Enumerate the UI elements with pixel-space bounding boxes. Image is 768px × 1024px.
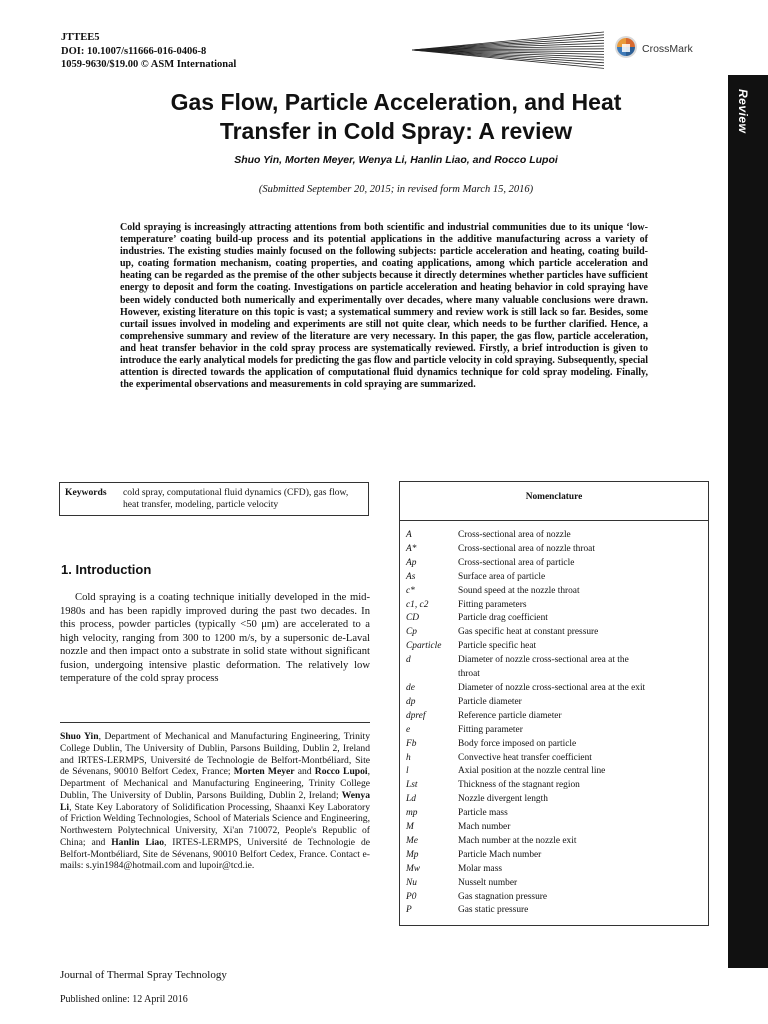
- nomenclature-row: [406, 724, 706, 738]
- nomenclature-symbol: A: [406, 530, 412, 540]
- nomenclature-definition: Cross-sectional area of particle: [458, 557, 575, 568]
- affiliation-text: and: [294, 766, 315, 778]
- nomenclature-definition: Gas specific heat at constant pressure: [458, 627, 599, 638]
- nomenclature-row: [406, 654, 706, 668]
- nomenclature-symbol: As: [406, 571, 416, 582]
- abstract: Cold spraying is increasingly attracting attentions from both scientific and industrial communities due to its unique ‘low-temperature’ coating build-up process and its potential applications in the additive manufacturing across a variety of industries. The existing studies mainly focused on the following subjects: particle acceleration and heating, coating build-up, coating formation mechanism, coating properties, and coating applications, among which particle acceleration and heating can be regarded as the premise of the other subjects because it directly determines whether particles have sufficient energy to deposit and form the coating. Investigations on particle acceleration and heating behavior in cold spraying have been widely conducted both numerically and experimentally over decades, where many valuable conclusions were drawn. However, existing literature on this topic is vast; a systematical summery and review work is still lack so far. Besides, some curtail issues involved in modeling and experiments are still not quite clear, which needs to be further clarified. Hence, a comprehensive summary and review of the literature are very necessary. In this paper, the gas flow, particle acceleration, and heat transfer behavior in the cold spray process are systematically reviewed. Firstly, a brief introduction is given to introduce the early analytical models for predicting the gas flow and particle velocity in cold spraying. Subsequently, special attention is directed towards the application of computational fluid dynamics technique for cold spray modeling. Finally, the experimental observations and measurements in cold spraying are summarized.: [120, 222, 648, 391]
- nomenclature-definition: Reference particle diameter: [458, 710, 562, 721]
- nomenclature-definition: Surface area of particle: [458, 571, 546, 582]
- nomenclature-definition: Gas static pressure: [458, 905, 529, 916]
- keywords-box: [59, 482, 369, 516]
- nomenclature-symbol: Mw: [406, 863, 421, 874]
- doi[interactable]: DOI: 10.1007/s11666-016-0406-8: [61, 45, 207, 57]
- nomenclature-definition: Diameter of nozzle cross-sectional area at the exit: [458, 682, 646, 693]
- nomenclature-symbol: Ld: [406, 794, 416, 805]
- nomenclature-symbol: h: [406, 752, 411, 763]
- nomenclature-symbol: mp: [406, 808, 418, 819]
- nomenclature-definition: Fitting parameters: [458, 599, 527, 610]
- nomenclature-symbol: Lst: [406, 780, 418, 791]
- nomenclature-symbol: l: [406, 766, 409, 777]
- nomenclature-box: [399, 481, 709, 926]
- nomenclature-definition: Convective heat transfer coefficient: [458, 752, 592, 763]
- nomenclature-symbol: [406, 668, 458, 682]
- nomenclature-symbol: CD: [406, 613, 420, 624]
- nomenclature-definition: Cross-sectional area of nozzle: [458, 530, 571, 540]
- nomenclature-symbol: Mp: [406, 849, 419, 860]
- nomenclature-symbol: Ap: [406, 557, 417, 568]
- keywords-label: Keywords: [65, 487, 107, 498]
- author-name: Rocco Lupoi: [314, 766, 368, 778]
- nomenclature-row: [406, 765, 706, 779]
- nomenclature-row: [406, 543, 706, 557]
- journal-code: JTTEE5: [61, 32, 100, 43]
- author-name: Shuo Yin: [60, 731, 99, 742]
- nomenclature-row: [406, 585, 706, 599]
- nomenclature-row: [406, 612, 706, 626]
- nomenclature-definition: throat: [458, 669, 480, 680]
- nomenclature-symbol: Cparticle: [406, 641, 442, 652]
- submission-dates: (Submitted September 20, 2015; in revised form March 15, 2016): [258, 184, 534, 195]
- title-line-1: Gas Flow, Particle Acceleration, and Heat: [170, 89, 622, 115]
- issn-price: 1059-9630/$19.00 © ASM International: [61, 59, 237, 70]
- nomenclature-symbol: M: [406, 822, 414, 833]
- nomenclature-symbol: dpref: [406, 710, 426, 721]
- nomenclature-row: [406, 626, 706, 640]
- section-heading: 1. Introduction: [61, 562, 152, 577]
- nomenclature-row: [406, 696, 706, 710]
- section-label: Review: [736, 89, 750, 134]
- crossmark-icon: [614, 35, 638, 63]
- nomenclature-definition: Body force imposed on particle: [458, 738, 577, 749]
- keywords-text: cold spray, computational fluid dynamics (CFD), gas flow, heat transfer, modeling, particle velocity: [123, 487, 349, 510]
- nomenclature-symbol: c1, c2: [406, 599, 429, 610]
- introduction-body: [60, 591, 370, 686]
- author-name: Wenya Li: [60, 789, 370, 813]
- nomenclature-definition: Fitting parameter: [458, 724, 523, 735]
- title-line-2: Transfer in Cold Spray: A review: [219, 118, 573, 144]
- nomenclature-row: [406, 738, 706, 752]
- nomenclature-row: [406, 863, 706, 877]
- nomenclature-title: Nomenclature: [400, 482, 708, 521]
- nomenclature-row: [406, 668, 706, 682]
- nomenclature-definition: Thickness of the stagnant region: [458, 780, 580, 791]
- nomenclature-definition: Particle diameter: [458, 696, 522, 707]
- author-name: Hanlin Liao: [111, 836, 165, 848]
- nomenclature-symbol: de: [406, 682, 415, 693]
- nomenclature-row: [406, 835, 706, 849]
- nomenclature-row: [406, 557, 706, 571]
- affiliation-text: , Department of Mechanical and Manufacturing Engineering, Trinity College Dublin, The University of Dublin, Parsons Building, Dublin 2, Ireland;: [60, 766, 370, 801]
- journal-fan-graphic: [412, 30, 604, 70]
- affiliation-text: , State Key Laboratory of Solidification Processing, Shaanxi Key Laboratory of Friction Welding Technologies, School of Materials Science and Engineering, Northwestern Polytechnical University, Xi'an 710072, People's Republic of China; and: [60, 801, 370, 848]
- nomenclature-symbol: P: [406, 905, 412, 916]
- nomenclature-row: [406, 877, 706, 891]
- nomenclature-definition: Particle mass: [458, 808, 508, 819]
- nomenclature-symbol: Nu: [406, 877, 417, 888]
- nomenclature-definition: Mach number: [458, 822, 511, 833]
- nomenclature-row: [406, 891, 706, 905]
- nomenclature-row: [406, 529, 706, 543]
- nomenclature-symbol: A*: [406, 543, 417, 554]
- nomenclature-definition: Particle Mach number: [458, 849, 542, 860]
- nomenclature-row: [406, 807, 706, 821]
- nomenclature-definition: Diameter of nozzle cross-sectional area at the: [458, 655, 629, 666]
- section-sidebar: [728, 75, 768, 968]
- nomenclature-definition: Particle specific heat: [458, 641, 537, 652]
- footnote-divider: [60, 722, 370, 723]
- nomenclature-row: [406, 599, 706, 613]
- nomenclature-list: [406, 529, 706, 918]
- intro-paragraph: Cold spraying is a coating technique initially developed in the mid-1980s and has been rapidly improved during the past two decades. In this process, powder particles (typically <50 μm) are accelerated to a high velocity, ranging from 300 to 1200 m/s, by a supersonic de-Laval nozzle and then impact onto a substrate in solid state without significant fusion, undergoing intensive plastic deformation. The relatively low temperature of the cold spray process: [60, 592, 370, 684]
- crossmark-label: CrossMark: [642, 43, 693, 55]
- article-title: [60, 88, 732, 146]
- nomenclature-row: [406, 710, 706, 724]
- crossmark-badge[interactable]: [614, 35, 693, 63]
- nomenclature-symbol: c*: [406, 585, 415, 596]
- authors: Shuo Yin, Morten Meyer, Wenya Li, Hanlin Liao, and Rocco Lupoi: [234, 154, 558, 166]
- nomenclature-symbol: Me: [406, 835, 418, 846]
- nomenclature-definition: Axial position at the nozzle central line: [458, 766, 606, 777]
- nomenclature-definition: Nozzle divergent length: [458, 794, 548, 805]
- author-affiliations: [60, 731, 370, 872]
- nomenclature-row: [406, 793, 706, 807]
- nomenclature-symbol: Cp: [406, 627, 417, 638]
- nomenclature-symbol: P0: [406, 891, 417, 902]
- nomenclature-row: [406, 779, 706, 793]
- nomenclature-definition: Sound speed at the nozzle throat: [458, 585, 580, 596]
- nomenclature-definition: Cross-sectional area of nozzle throat: [458, 543, 595, 554]
- journal-name: Journal of Thermal Spray Technology: [60, 969, 227, 981]
- nomenclature-row: [406, 682, 706, 696]
- nomenclature-symbol: e: [406, 724, 411, 735]
- published-date: Published online: 12 April 2016: [60, 994, 188, 1005]
- nomenclature-row: [406, 571, 706, 585]
- nomenclature-definition: Nusselt number: [458, 877, 518, 888]
- nomenclature-row: [406, 904, 706, 918]
- nomenclature-row: [406, 752, 706, 766]
- nomenclature-row: [406, 821, 706, 835]
- author-name: Morten Meyer: [233, 766, 295, 778]
- nomenclature-definition: Gas stagnation pressure: [458, 891, 548, 902]
- nomenclature-symbol: Fb: [406, 738, 417, 749]
- affiliation-text: , IRTES-LERMPS, Université de Technologie de Belfort-Montbéliard, Site de Sévenans, 90010 Belfort Cedex, France. Contact e-mails: s.yin1984@hotmail.com and lupoir@tcd.ie.: [60, 836, 370, 872]
- nomenclature-definition: Mach number at the nozzle exit: [458, 835, 577, 846]
- article-metadata: [61, 31, 236, 72]
- nomenclature-row: [406, 849, 706, 863]
- nomenclature-definition: Molar mass: [458, 863, 503, 874]
- nomenclature-row: [406, 640, 706, 654]
- nomenclature-symbol: d: [406, 655, 411, 666]
- nomenclature-definition: Particle drag coefficient: [458, 613, 548, 624]
- affiliation-text: , Department of Mechanical and Manufacturing Engineering, Trinity College Dublin, The University of Dublin, Parsons Building, Dublin 2, Ireland and IRTES-LERMPS, Université de Technologie de Belfort-Montbéliard, Site de Sévenans, 90010 Belfort Cedex, France;: [60, 731, 370, 778]
- nomenclature-symbol: dp: [406, 696, 416, 707]
